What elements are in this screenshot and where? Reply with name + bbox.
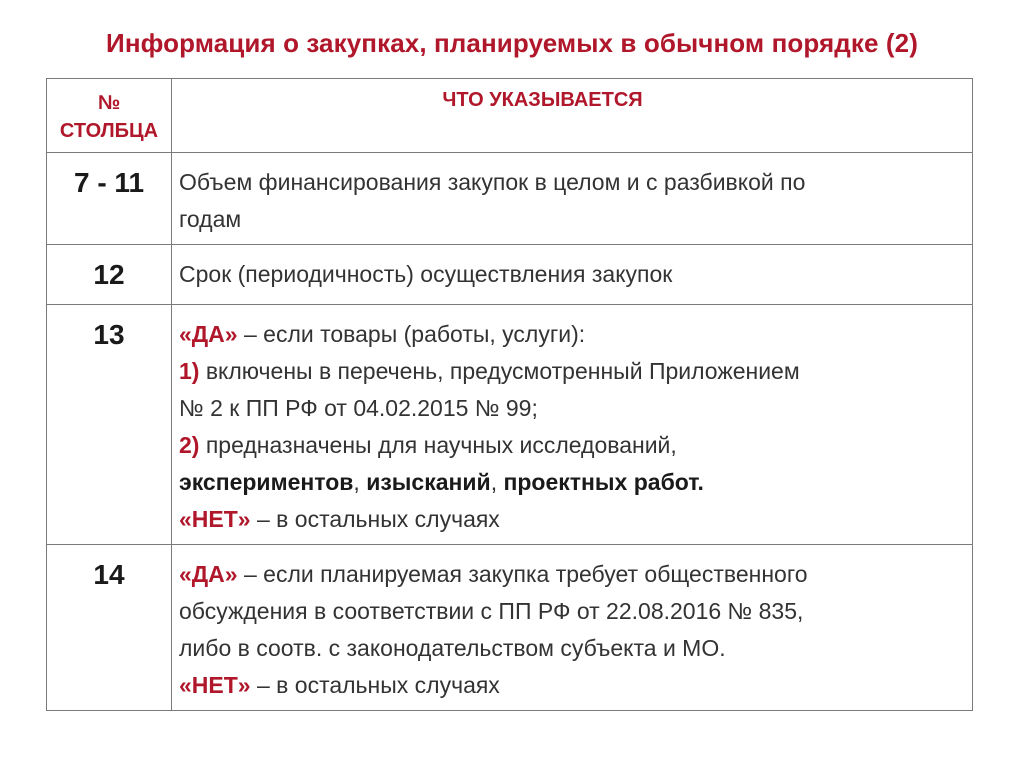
row-text-line bbox=[179, 427, 964, 464]
item-keyword: экспериментов bbox=[179, 469, 354, 495]
page-title: Информация о закупках, планируемых в обычном порядке (2) bbox=[106, 28, 918, 58]
item-number: 2) bbox=[179, 432, 200, 458]
yes-condition: – если планируемая закупка требует общественного bbox=[237, 561, 808, 587]
row-description bbox=[172, 545, 973, 711]
header-number-word: СТОЛБЦА bbox=[59, 120, 159, 142]
header-column-number bbox=[47, 79, 172, 153]
row-text-line bbox=[179, 316, 964, 353]
item-text: включены в перечень, предусмотренный Приложением bbox=[199, 358, 800, 384]
item-text: предназначены для научных исследований, bbox=[199, 432, 677, 458]
row-text-line bbox=[179, 464, 964, 501]
item-separator: , bbox=[490, 469, 504, 495]
table-row bbox=[47, 153, 973, 245]
no-condition: – в остальных случаях bbox=[250, 506, 500, 532]
row-number: 14 bbox=[47, 545, 172, 711]
row-description bbox=[172, 245, 973, 305]
row-text-line bbox=[179, 501, 964, 538]
row-text-line: годам bbox=[179, 206, 242, 232]
info-table bbox=[46, 78, 973, 711]
item-end: . bbox=[697, 469, 704, 495]
row-text-line: Срок (периодичность) осуществления закупок bbox=[179, 261, 673, 287]
table-header-row bbox=[47, 79, 973, 153]
row-text-line bbox=[179, 667, 964, 704]
item-keyword: проектных работ bbox=[503, 469, 698, 495]
row-number: 12 bbox=[47, 245, 172, 305]
row-text-line: обсуждения в соответствии с ПП РФ от 22.08.2016 № 835, bbox=[179, 598, 804, 624]
row-text-line: № 2 к ПП РФ от 04.02.2015 № 99; bbox=[179, 395, 538, 421]
header-column-what: ЧТО УКАЗЫВАЕТСЯ bbox=[172, 79, 973, 153]
row-text-line bbox=[179, 556, 964, 593]
yes-label: «ДА» bbox=[179, 561, 238, 587]
row-number: 7 - 11 bbox=[47, 153, 172, 245]
row-description bbox=[172, 153, 973, 245]
table-row bbox=[47, 305, 973, 545]
no-label: «НЕТ» bbox=[179, 506, 251, 532]
row-text-line: Объем финансирования закупок в целом и с разбивкой по bbox=[179, 169, 806, 195]
no-condition: – в остальных случаях bbox=[250, 672, 500, 698]
item-separator: , bbox=[353, 469, 367, 495]
row-number: 13 bbox=[47, 305, 172, 545]
yes-condition: – если товары (работы, услуги): bbox=[237, 321, 586, 347]
item-keyword: изысканий bbox=[366, 469, 491, 495]
row-description bbox=[172, 305, 973, 545]
no-label: «НЕТ» bbox=[179, 672, 251, 698]
yes-label: «ДА» bbox=[179, 321, 238, 347]
row-text-line: либо в соотв. с законодательством субъекта и МО. bbox=[179, 635, 726, 661]
table-row bbox=[47, 245, 973, 305]
header-number-sign: № bbox=[97, 92, 121, 114]
row-text-line bbox=[179, 353, 964, 390]
item-number: 1) bbox=[179, 358, 200, 384]
table-row bbox=[47, 545, 973, 711]
